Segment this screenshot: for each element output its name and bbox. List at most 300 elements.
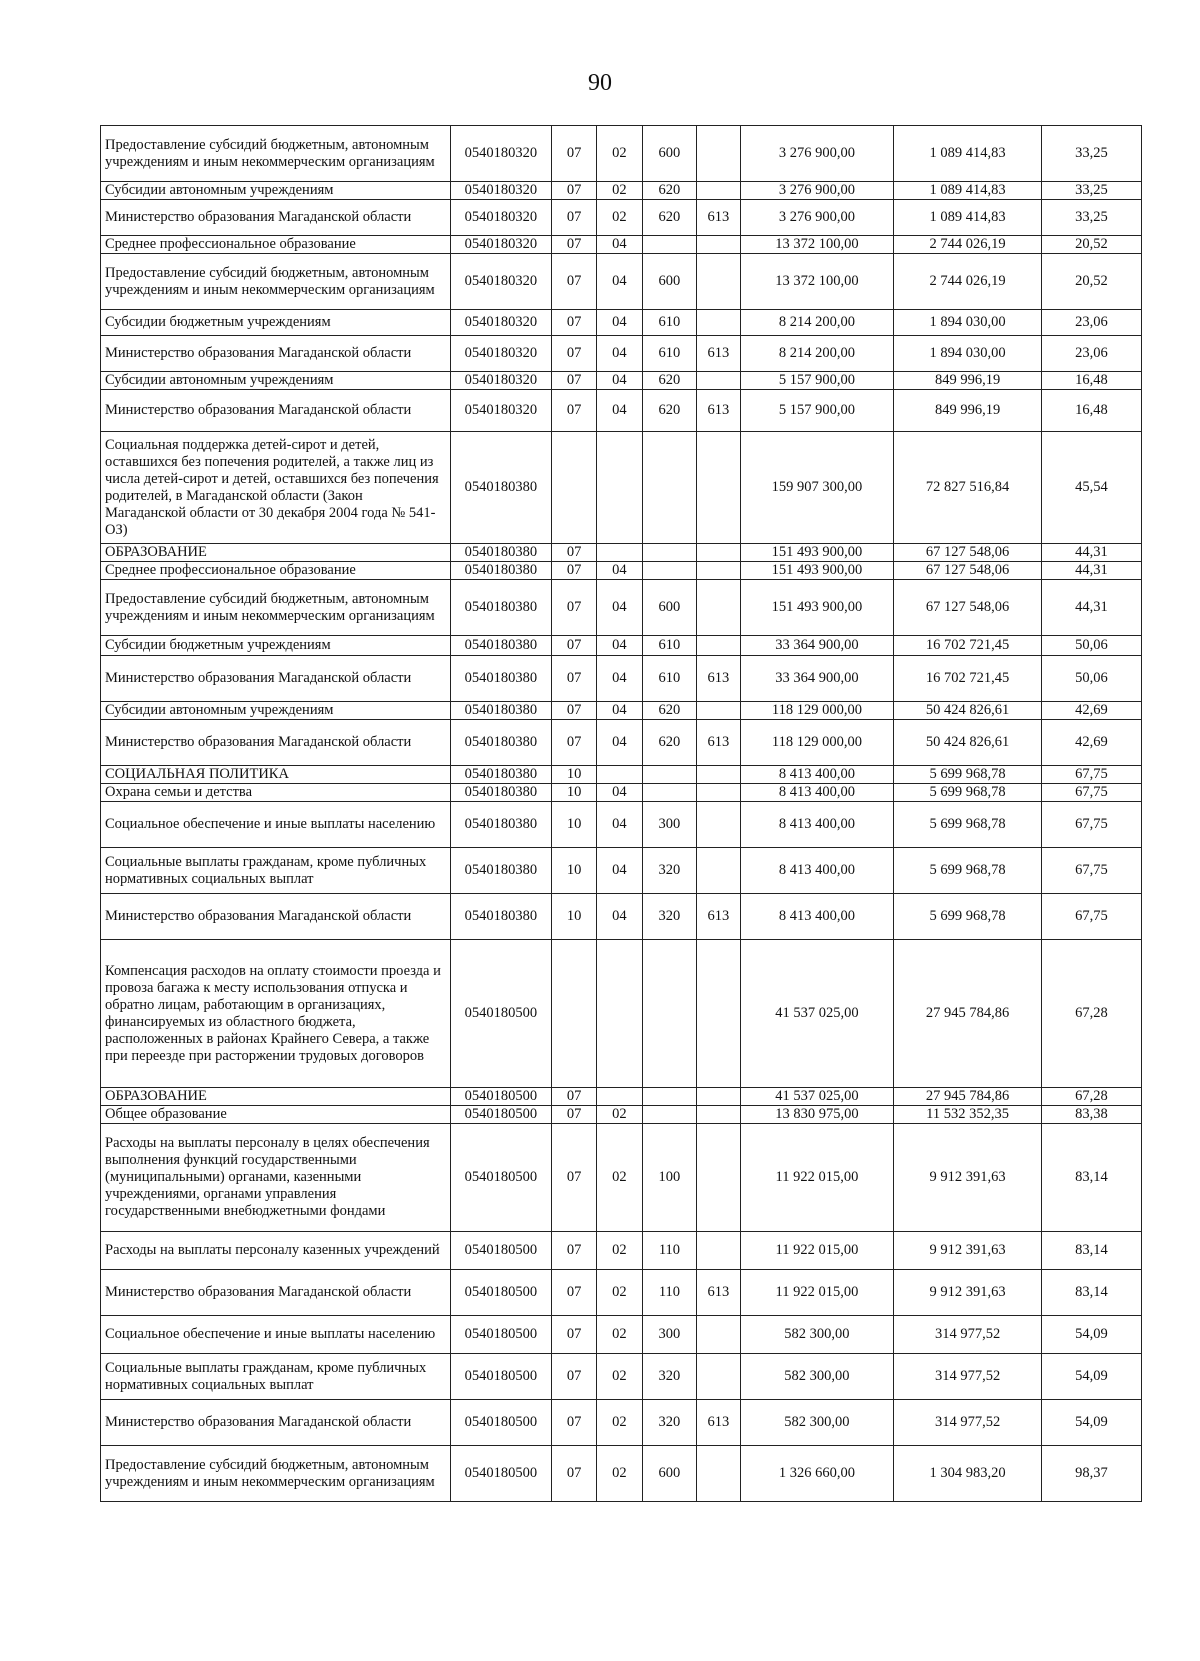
row-expense-type: 320: [642, 894, 697, 940]
row-code: 0540180500: [450, 1088, 551, 1106]
row-expense-type: [642, 544, 697, 562]
row-code: 0540180380: [450, 702, 551, 720]
table-row: [101, 254, 1142, 310]
row-name: Среднее профессиональное образование: [101, 562, 451, 580]
row-subsection: 02: [597, 1446, 642, 1502]
row-actual-amount: 27 945 784,86: [894, 1088, 1042, 1106]
row-percent: 44,31: [1041, 562, 1141, 580]
row-code: 0540180320: [450, 372, 551, 390]
row-subsection: [597, 432, 642, 544]
row-plan-amount: 151 493 900,00: [740, 544, 894, 562]
row-subsection: 02: [597, 1106, 642, 1124]
row-plan-amount: 151 493 900,00: [740, 580, 894, 636]
row-percent: 16,48: [1041, 390, 1141, 432]
row-admin-code: [697, 372, 740, 390]
row-name: Министерство образования Магаданской области: [101, 1270, 451, 1316]
row-percent: 42,69: [1041, 720, 1141, 766]
row-code: 0540180380: [450, 894, 551, 940]
row-code: 0540180380: [450, 784, 551, 802]
row-admin-code: [697, 126, 740, 182]
row-section: 07: [551, 336, 596, 372]
row-section: 07: [551, 200, 596, 236]
row-actual-amount: 1 089 414,83: [894, 182, 1042, 200]
row-code: 0540180320: [450, 236, 551, 254]
row-actual-amount: 5 699 968,78: [894, 848, 1042, 894]
row-percent: 67,28: [1041, 1088, 1141, 1106]
row-expense-type: [642, 562, 697, 580]
row-code: 0540180500: [450, 1354, 551, 1400]
row-plan-amount: 8 413 400,00: [740, 784, 894, 802]
row-actual-amount: 2 744 026,19: [894, 254, 1042, 310]
row-name: Социальное обеспечение и иные выплаты населению: [101, 802, 451, 848]
row-code: 0540180500: [450, 1446, 551, 1502]
row-actual-amount: 9 912 391,63: [894, 1124, 1042, 1232]
row-subsection: 02: [597, 200, 642, 236]
row-code: 0540180380: [450, 802, 551, 848]
row-plan-amount: 8 413 400,00: [740, 848, 894, 894]
page-number: 90: [588, 70, 612, 96]
row-expense-type: 610: [642, 310, 697, 336]
row-plan-amount: 13 372 100,00: [740, 254, 894, 310]
row-code: 0540180320: [450, 254, 551, 310]
row-name: Социальные выплаты гражданам, кроме публичных нормативных социальных выплат: [101, 848, 451, 894]
table-row: [101, 766, 1142, 784]
row-subsection: 02: [597, 1270, 642, 1316]
table-row: [101, 1270, 1142, 1316]
row-actual-amount: 67 127 548,06: [894, 544, 1042, 562]
row-code: 0540180380: [450, 432, 551, 544]
row-plan-amount: 3 276 900,00: [740, 182, 894, 200]
row-section: 07: [551, 182, 596, 200]
row-admin-code: 613: [697, 336, 740, 372]
row-plan-amount: 11 922 015,00: [740, 1270, 894, 1316]
row-subsection: 04: [597, 802, 642, 848]
row-name: Субсидии автономным учреждениям: [101, 372, 451, 390]
row-section: 07: [551, 1124, 596, 1232]
row-admin-code: [697, 544, 740, 562]
row-percent: 23,06: [1041, 310, 1141, 336]
row-admin-code: [697, 580, 740, 636]
row-admin-code: 613: [697, 1270, 740, 1316]
row-percent: 83,14: [1041, 1124, 1141, 1232]
row-plan-amount: 11 922 015,00: [740, 1124, 894, 1232]
row-name: Министерство образования Магаданской области: [101, 200, 451, 236]
row-plan-amount: 13 830 975,00: [740, 1106, 894, 1124]
row-actual-amount: 5 699 968,78: [894, 802, 1042, 848]
row-admin-code: [697, 702, 740, 720]
row-admin-code: [697, 636, 740, 656]
row-subsection: 04: [597, 656, 642, 702]
table-row: [101, 1400, 1142, 1446]
row-subsection: [597, 766, 642, 784]
row-actual-amount: 2 744 026,19: [894, 236, 1042, 254]
row-section: [551, 432, 596, 544]
row-expense-type: [642, 236, 697, 254]
row-percent: 54,09: [1041, 1316, 1141, 1354]
row-code: 0540180500: [450, 1106, 551, 1124]
row-plan-amount: 118 129 000,00: [740, 720, 894, 766]
row-expense-type: 320: [642, 1400, 697, 1446]
table-row: [101, 802, 1142, 848]
row-plan-amount: 159 907 300,00: [740, 432, 894, 544]
row-admin-code: 613: [697, 390, 740, 432]
row-percent: 33,25: [1041, 126, 1141, 182]
row-code: 0540180380: [450, 544, 551, 562]
row-percent: 67,75: [1041, 848, 1141, 894]
row-plan-amount: 8 214 200,00: [740, 336, 894, 372]
row-name: Министерство образования Магаданской области: [101, 336, 451, 372]
row-admin-code: 613: [697, 656, 740, 702]
row-expense-type: [642, 1088, 697, 1106]
row-expense-type: 100: [642, 1124, 697, 1232]
row-name: Расходы на выплаты персоналу казенных учреждений: [101, 1232, 451, 1270]
row-actual-amount: 67 127 548,06: [894, 580, 1042, 636]
row-actual-amount: 16 702 721,45: [894, 636, 1042, 656]
row-subsection: 02: [597, 126, 642, 182]
row-code: 0540180320: [450, 182, 551, 200]
row-admin-code: [697, 432, 740, 544]
row-admin-code: [697, 1316, 740, 1354]
row-plan-amount: 582 300,00: [740, 1354, 894, 1400]
row-subsection: [597, 1088, 642, 1106]
row-subsection: 02: [597, 1124, 642, 1232]
row-admin-code: [697, 1106, 740, 1124]
row-section: 10: [551, 784, 596, 802]
row-actual-amount: 27 945 784,86: [894, 940, 1042, 1088]
row-actual-amount: 314 977,52: [894, 1354, 1042, 1400]
row-percent: 83,14: [1041, 1232, 1141, 1270]
table-row: [101, 390, 1142, 432]
table-row: [101, 562, 1142, 580]
row-expense-type: 620: [642, 390, 697, 432]
row-expense-type: 110: [642, 1270, 697, 1316]
row-actual-amount: 314 977,52: [894, 1400, 1042, 1446]
row-code: 0540180500: [450, 1232, 551, 1270]
row-section: 07: [551, 126, 596, 182]
row-name: ОБРАЗОВАНИЕ: [101, 544, 451, 562]
row-subsection: 02: [597, 1400, 642, 1446]
row-expense-type: 620: [642, 182, 697, 200]
row-percent: 67,75: [1041, 784, 1141, 802]
row-subsection: 04: [597, 254, 642, 310]
row-percent: 54,09: [1041, 1400, 1141, 1446]
table-row: [101, 182, 1142, 200]
row-percent: 44,31: [1041, 580, 1141, 636]
row-subsection: 04: [597, 580, 642, 636]
row-plan-amount: 582 300,00: [740, 1316, 894, 1354]
row-plan-amount: 151 493 900,00: [740, 562, 894, 580]
row-section: 07: [551, 702, 596, 720]
row-section: 10: [551, 894, 596, 940]
row-subsection: 02: [597, 1354, 642, 1400]
table-row: [101, 636, 1142, 656]
row-actual-amount: 5 699 968,78: [894, 766, 1042, 784]
row-admin-code: 613: [697, 894, 740, 940]
row-name: Расходы на выплаты персоналу в целях обеспечения выполнения функций государственными (муниципальными) органами, казенными учреждениями, органами управления государственными внебюджетными фондами: [101, 1124, 451, 1232]
row-admin-code: [697, 562, 740, 580]
row-actual-amount: 1 089 414,83: [894, 200, 1042, 236]
row-section: 07: [551, 236, 596, 254]
row-name: Субсидии автономным учреждениям: [101, 182, 451, 200]
row-name: Министерство образования Магаданской области: [101, 1400, 451, 1446]
table-row: [101, 1354, 1142, 1400]
row-name: Министерство образования Магаданской области: [101, 894, 451, 940]
row-name: Субсидии бюджетным учреждениям: [101, 636, 451, 656]
row-percent: 45,54: [1041, 432, 1141, 544]
row-actual-amount: 9 912 391,63: [894, 1232, 1042, 1270]
row-code: 0540180500: [450, 940, 551, 1088]
row-section: 07: [551, 562, 596, 580]
table-row: [101, 940, 1142, 1088]
table-row: [101, 372, 1142, 390]
table-row: [101, 1446, 1142, 1502]
row-name: Предоставление субсидий бюджетным, автономным учреждениям и иным некоммерческим организациям: [101, 126, 451, 182]
row-expense-type: 320: [642, 848, 697, 894]
row-section: 07: [551, 390, 596, 432]
row-subsection: 04: [597, 562, 642, 580]
row-admin-code: [697, 1354, 740, 1400]
row-admin-code: [697, 1446, 740, 1502]
row-code: 0540180320: [450, 390, 551, 432]
row-expense-type: 610: [642, 656, 697, 702]
row-expense-type: [642, 784, 697, 802]
row-plan-amount: 3 276 900,00: [740, 126, 894, 182]
row-plan-amount: 8 214 200,00: [740, 310, 894, 336]
row-subsection: 04: [597, 894, 642, 940]
row-actual-amount: 849 996,19: [894, 390, 1042, 432]
row-expense-type: 620: [642, 200, 697, 236]
row-admin-code: [697, 1124, 740, 1232]
row-expense-type: 600: [642, 126, 697, 182]
row-name: Социальные выплаты гражданам, кроме публичных нормативных социальных выплат: [101, 1354, 451, 1400]
row-percent: 67,75: [1041, 894, 1141, 940]
row-code: 0540180380: [450, 580, 551, 636]
row-percent: 16,48: [1041, 372, 1141, 390]
row-code: 0540180380: [450, 562, 551, 580]
row-admin-code: [697, 1232, 740, 1270]
row-section: 07: [551, 1088, 596, 1106]
row-expense-type: [642, 1106, 697, 1124]
row-expense-type: [642, 940, 697, 1088]
row-expense-type: 620: [642, 720, 697, 766]
table-row: [101, 1124, 1142, 1232]
table-row: [101, 848, 1142, 894]
row-percent: 50,06: [1041, 656, 1141, 702]
row-code: 0540180320: [450, 126, 551, 182]
table-row: [101, 656, 1142, 702]
row-subsection: 04: [597, 720, 642, 766]
row-name: Министерство образования Магаданской области: [101, 720, 451, 766]
row-expense-type: 300: [642, 802, 697, 848]
row-section: 07: [551, 310, 596, 336]
row-subsection: 04: [597, 310, 642, 336]
table-row: [101, 236, 1142, 254]
row-name: Субсидии бюджетным учреждениям: [101, 310, 451, 336]
row-section: 07: [551, 254, 596, 310]
row-section: 07: [551, 1400, 596, 1446]
row-percent: 67,28: [1041, 940, 1141, 1088]
row-subsection: 02: [597, 1316, 642, 1354]
row-actual-amount: 72 827 516,84: [894, 432, 1042, 544]
row-section: 07: [551, 580, 596, 636]
row-subsection: 04: [597, 390, 642, 432]
table-row: [101, 894, 1142, 940]
row-code: 0540180380: [450, 656, 551, 702]
table-row: [101, 310, 1142, 336]
row-section: [551, 940, 596, 1088]
row-section: 10: [551, 848, 596, 894]
table-row: [101, 702, 1142, 720]
row-plan-amount: 8 413 400,00: [740, 894, 894, 940]
budget-table-body: [101, 126, 1142, 1502]
row-section: 07: [551, 636, 596, 656]
row-percent: 33,25: [1041, 182, 1141, 200]
row-actual-amount: 849 996,19: [894, 372, 1042, 390]
row-admin-code: [697, 766, 740, 784]
row-percent: 67,75: [1041, 802, 1141, 848]
row-subsection: 02: [597, 1232, 642, 1270]
row-plan-amount: 8 413 400,00: [740, 766, 894, 784]
row-expense-type: 610: [642, 636, 697, 656]
row-subsection: 04: [597, 702, 642, 720]
table-row: [101, 720, 1142, 766]
row-section: 07: [551, 544, 596, 562]
row-actual-amount: 314 977,52: [894, 1316, 1042, 1354]
row-plan-amount: 13 372 100,00: [740, 236, 894, 254]
row-percent: 23,06: [1041, 336, 1141, 372]
row-expense-type: 600: [642, 1446, 697, 1502]
row-code: 0540180380: [450, 766, 551, 784]
row-admin-code: [697, 236, 740, 254]
table-row: [101, 544, 1142, 562]
row-percent: 83,14: [1041, 1270, 1141, 1316]
row-expense-type: [642, 766, 697, 784]
row-actual-amount: 11 532 352,35: [894, 1106, 1042, 1124]
row-percent: 42,69: [1041, 702, 1141, 720]
row-name: СОЦИАЛЬНАЯ ПОЛИТИКА: [101, 766, 451, 784]
row-plan-amount: 1 326 660,00: [740, 1446, 894, 1502]
row-name: Министерство образования Магаданской области: [101, 390, 451, 432]
row-actual-amount: 16 702 721,45: [894, 656, 1042, 702]
table-row: [101, 1106, 1142, 1124]
row-section: 07: [551, 1354, 596, 1400]
row-expense-type: 620: [642, 372, 697, 390]
row-subsection: 04: [597, 236, 642, 254]
row-actual-amount: 5 699 968,78: [894, 894, 1042, 940]
table-row: [101, 580, 1142, 636]
row-section: 07: [551, 1316, 596, 1354]
row-admin-code: [697, 310, 740, 336]
row-section: 07: [551, 720, 596, 766]
row-code: 0540180380: [450, 848, 551, 894]
table-row: [101, 126, 1142, 182]
row-code: 0540180500: [450, 1316, 551, 1354]
row-expense-type: 600: [642, 254, 697, 310]
row-expense-type: 320: [642, 1354, 697, 1400]
row-percent: 50,06: [1041, 636, 1141, 656]
row-actual-amount: 1 304 983,20: [894, 1446, 1042, 1502]
row-section: 10: [551, 766, 596, 784]
row-expense-type: 610: [642, 336, 697, 372]
row-admin-code: [697, 1088, 740, 1106]
row-percent: 20,52: [1041, 254, 1141, 310]
row-plan-amount: 33 364 900,00: [740, 636, 894, 656]
row-expense-type: [642, 432, 697, 544]
row-code: 0540180320: [450, 336, 551, 372]
table-row: [101, 200, 1142, 236]
row-code: 0540180500: [450, 1270, 551, 1316]
row-admin-code: [697, 784, 740, 802]
row-section: 07: [551, 1232, 596, 1270]
row-name: Министерство образования Магаданской области: [101, 656, 451, 702]
row-admin-code: [697, 802, 740, 848]
row-subsection: [597, 544, 642, 562]
row-section: 10: [551, 802, 596, 848]
row-plan-amount: 8 413 400,00: [740, 802, 894, 848]
table-row: [101, 1316, 1142, 1354]
row-actual-amount: 1 894 030,00: [894, 310, 1042, 336]
row-subsection: 04: [597, 336, 642, 372]
row-plan-amount: 33 364 900,00: [740, 656, 894, 702]
row-name: Компенсация расходов на оплату стоимости проезда и провоза багажа к месту использования отпуска и обратно лицам, работающим в организациях, финансируемых из областного бюджета, расположенных в районах Крайнего Севера, а также при переезде при расторжении трудовых договоров: [101, 940, 451, 1088]
row-plan-amount: 11 922 015,00: [740, 1232, 894, 1270]
row-name: Предоставление субсидий бюджетным, автономным учреждениям и иным некоммерческим организациям: [101, 1446, 451, 1502]
table-row: [101, 1232, 1142, 1270]
row-actual-amount: 50 424 826,61: [894, 720, 1042, 766]
row-expense-type: 300: [642, 1316, 697, 1354]
row-subsection: 04: [597, 784, 642, 802]
row-percent: 83,38: [1041, 1106, 1141, 1124]
row-subsection: 04: [597, 372, 642, 390]
row-subsection: 02: [597, 182, 642, 200]
row-admin-code: [697, 254, 740, 310]
row-percent: 54,09: [1041, 1354, 1141, 1400]
row-code: 0540180500: [450, 1124, 551, 1232]
row-admin-code: 613: [697, 720, 740, 766]
row-section: 07: [551, 1106, 596, 1124]
row-expense-type: 620: [642, 702, 697, 720]
row-name: Социальная поддержка детей-сирот и детей, оставшихся без попечения родителей, а также лиц из числа детей-сирот и детей, оставшихся без попечения родителей, в Магаданской области (Закон Магаданской области от 30 декабря 2004 года № 541-ОЗ): [101, 432, 451, 544]
table-row: [101, 336, 1142, 372]
row-percent: 67,75: [1041, 766, 1141, 784]
row-code: 0540180380: [450, 720, 551, 766]
row-admin-code: 613: [697, 1400, 740, 1446]
row-plan-amount: 582 300,00: [740, 1400, 894, 1446]
row-admin-code: [697, 848, 740, 894]
row-code: 0540180320: [450, 200, 551, 236]
row-expense-type: 110: [642, 1232, 697, 1270]
row-plan-amount: 5 157 900,00: [740, 372, 894, 390]
row-name: Среднее профессиональное образование: [101, 236, 451, 254]
row-admin-code: [697, 940, 740, 1088]
row-actual-amount: 1 894 030,00: [894, 336, 1042, 372]
table-row: [101, 784, 1142, 802]
row-percent: 44,31: [1041, 544, 1141, 562]
budget-table: [100, 125, 1142, 1502]
row-admin-code: 613: [697, 200, 740, 236]
row-expense-type: 600: [642, 580, 697, 636]
row-percent: 33,25: [1041, 200, 1141, 236]
row-plan-amount: 118 129 000,00: [740, 702, 894, 720]
row-plan-amount: 5 157 900,00: [740, 390, 894, 432]
row-name: Социальное обеспечение и иные выплаты населению: [101, 1316, 451, 1354]
row-plan-amount: 41 537 025,00: [740, 940, 894, 1088]
row-percent: 98,37: [1041, 1446, 1141, 1502]
row-name: Общее образование: [101, 1106, 451, 1124]
row-section: 07: [551, 1270, 596, 1316]
row-admin-code: [697, 182, 740, 200]
row-section: 07: [551, 656, 596, 702]
